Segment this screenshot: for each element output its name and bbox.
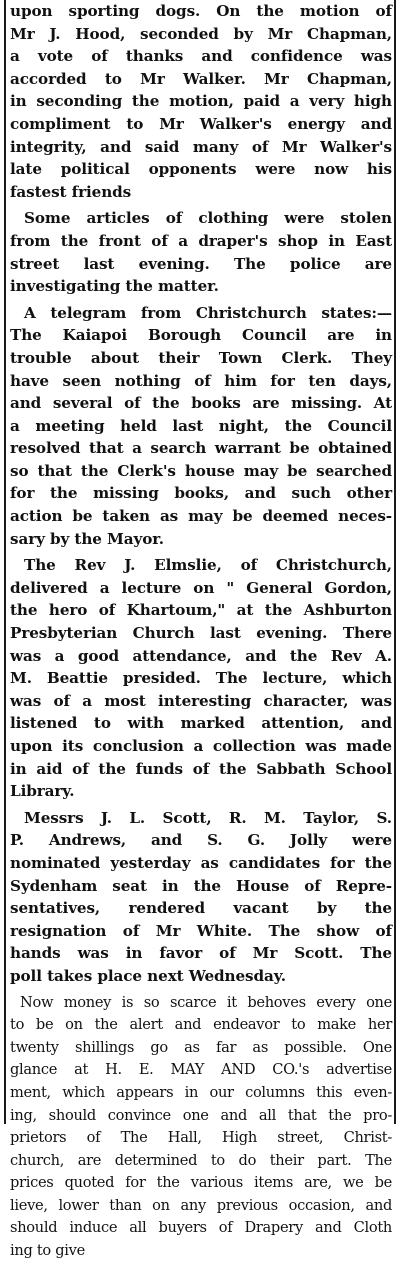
text-line: late political opponents were now his <box>10 160 392 179</box>
text-line: P. Andrews, and S. G. Jolly were <box>10 831 392 850</box>
text-line: poll takes place next Wednesday. <box>10 966 286 985</box>
text-line: Mr J. Hood, seconded by Mr Chapman, <box>10 24 392 43</box>
article-paragraph <box>10 807 392 988</box>
text-line: M. Beattie presided. The lecture, which <box>10 669 392 688</box>
article-paragraph <box>10 207 392 297</box>
text-line: prices quoted for the various items are, we be <box>10 1174 392 1192</box>
text-line: was a good attendance, and the Rev A. <box>10 646 392 665</box>
text-line: ing to give <box>10 1242 85 1260</box>
text-line: Presbyterian Church last evening. There <box>10 624 392 643</box>
text-line: twenty shillings go as far as possible. One <box>10 1038 392 1056</box>
text-line: delivered a lecture on " General Gordon, <box>10 578 392 597</box>
text-line: resignation of Mr White. The show of <box>10 921 392 940</box>
text-line: upon its conclusion a collection was made <box>10 737 392 755</box>
text-line: integrity, and said many of Mr Walker's <box>10 137 392 156</box>
text-line: trouble about their Town Clerk. They <box>10 348 392 367</box>
text-line: Library. <box>10 782 75 801</box>
text-line: sary by the Mayor. <box>10 529 164 548</box>
text-line: Messrs J. L. Scott, R. M. Taylor, S. <box>24 808 392 827</box>
text-line: a vote of thanks and confidence was <box>10 47 392 66</box>
text-line: church, are determined to do their part. The <box>10 1151 392 1169</box>
text-line: the hero of Khartoum," at the Ashburton <box>10 601 392 620</box>
text-line: upon sporting dogs. On the motion of <box>10 2 392 20</box>
text-line: compliment to Mr Walker's energy and <box>10 114 392 133</box>
text-line: prietors of The Hall, High street, Christ- <box>10 1129 392 1147</box>
text-line: should induce all buyers of Drapery and Cloth <box>10 1219 392 1237</box>
text-line: from the front of a draper's shop in East <box>10 231 392 250</box>
text-line: glance at H. E. MAY AND CO.'s advertise <box>10 1061 392 1079</box>
text-line: nominated yesterday as candidates for the <box>10 853 392 872</box>
text-line: Some articles of clothing were stolen <box>24 209 392 228</box>
article-column <box>10 0 392 1260</box>
text-line: street last evening. The police are <box>10 254 392 273</box>
article-paragraph <box>10 302 392 551</box>
text-line: ing, should convince one and all that the pro- <box>10 1106 392 1124</box>
text-line: listened to with marked attention, and <box>10 714 392 733</box>
article-paragraph <box>10 0 392 203</box>
text-line: Now money is so scarce it behoves every one <box>20 993 392 1011</box>
article-paragraph <box>10 554 392 803</box>
text-line: A telegram from Christchurch states:— <box>24 303 392 322</box>
column-rule-right <box>394 0 396 1124</box>
text-line: sentatives, rendered vacant by the <box>10 899 392 918</box>
text-line: have seen nothing of him for ten days, <box>10 371 392 390</box>
text-line: hands was in favor of Mr Scott. The <box>10 944 392 963</box>
text-line: The Rev J. Elmslie, of Christchurch, <box>24 556 392 575</box>
text-line: Sydenham seat in the House of Repre- <box>10 876 392 895</box>
text-line: in aid of the funds of the Sabbath School <box>10 759 392 778</box>
text-line: for the missing books, and such other <box>10 484 392 503</box>
text-line: so that the Clerk's house may be searched <box>10 461 392 480</box>
text-line: lieve, lower than on any previous occasion, and <box>10 1196 392 1214</box>
text-line: action be taken as may be deemed neces- <box>10 507 392 526</box>
text-line: fastest friends <box>10 182 132 201</box>
text-line: resolved that a search warrant be obtained <box>10 439 392 458</box>
text-line: ment, which appears in our columns this even- <box>10 1083 392 1101</box>
text-line: investigating the matter. <box>10 277 219 296</box>
text-line: and several of the books are missing. At <box>10 394 392 413</box>
text-line: accorded to Mr Walker. Mr Chapman, <box>10 69 392 88</box>
text-line: The Kaiapoi Borough Council are in <box>10 326 392 345</box>
article-paragraph <box>10 992 392 1263</box>
column-rule-left <box>4 0 6 1124</box>
text-line: in seconding the motion, paid a very high <box>10 92 392 111</box>
text-line: was of a most interesting character, was <box>10 691 392 710</box>
text-line: to be on the alert and endeavor to make her <box>10 1016 392 1034</box>
text-line: a meeting held last night, the Council <box>10 416 392 435</box>
